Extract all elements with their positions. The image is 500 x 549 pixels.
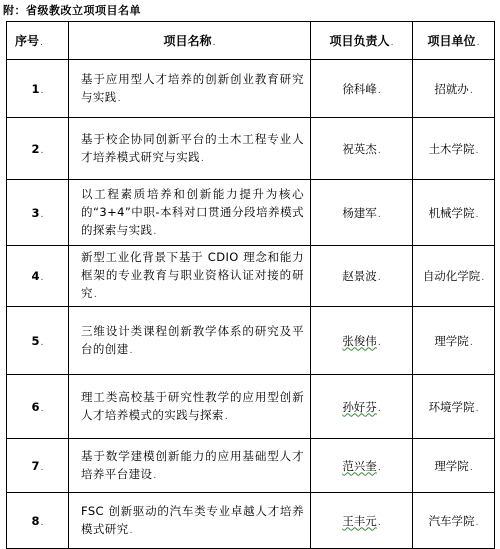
table-header-row bbox=[7, 22, 495, 60]
project-name: 基于应用型人才培养的创新创业教育研究与实践. bbox=[69, 60, 311, 118]
project-name: 以工程素质培养和创新能力提升为核心的“3+4”中职-本科对口贯通分段培养模式的探索与实践. bbox=[69, 180, 311, 246]
project-name: FSC 创新驱动的汽车类专业卓越人才培养模式研究. bbox=[69, 493, 311, 549]
header-unit-label: 项目单位 bbox=[427, 34, 476, 48]
project-leader: 范兴奎. bbox=[311, 439, 413, 493]
header-cell-no: 序号. bbox=[7, 22, 69, 60]
table-row bbox=[7, 246, 495, 307]
table-row bbox=[7, 180, 495, 246]
header-no-label: 序号 bbox=[15, 34, 40, 48]
row-number: 2. bbox=[7, 118, 69, 180]
row-number: 3. bbox=[7, 180, 69, 246]
project-leader: 王丰元. bbox=[311, 493, 413, 549]
project-leader: 杨建军. bbox=[311, 180, 413, 246]
project-name: 理工类高校基于研究性教学的应用型创新人才培养模式的实践与探索. bbox=[69, 375, 311, 439]
row-number: 5. bbox=[7, 307, 69, 375]
project-unit: 汽车学院. bbox=[413, 493, 495, 549]
project-name: 新型工业化背景下基于 CDIO 理念和能力框架的专业教育与职业资格认证对接的研究. bbox=[69, 246, 311, 307]
project-unit: 理学院. bbox=[413, 307, 495, 375]
table-row bbox=[7, 118, 495, 180]
table-row bbox=[7, 375, 495, 439]
row-number: 1. bbox=[7, 60, 69, 118]
project-unit: 招就办. bbox=[413, 60, 495, 118]
list-caption: 附：省级教改立项项目名单 bbox=[3, 4, 141, 17]
row-number: 7. bbox=[7, 439, 69, 493]
header-cell-unit: 项目单位. bbox=[413, 22, 495, 60]
row-number: 8. bbox=[7, 493, 69, 549]
project-name: 基于校企协同创新平台的土木工程专业人才培养模式研究与实践. bbox=[69, 118, 311, 180]
header-cell-lead: 项目负责人. bbox=[311, 22, 413, 60]
header-lead-label: 项目负责人 bbox=[329, 34, 390, 48]
project-table bbox=[6, 21, 495, 549]
project-leader: 赵景波. bbox=[311, 246, 413, 307]
project-leader: 张俊伟. bbox=[311, 307, 413, 375]
header-name-label: 项目名称 bbox=[163, 34, 212, 48]
table-row bbox=[7, 307, 495, 375]
table-row bbox=[7, 493, 495, 549]
project-leader: 徐科峰. bbox=[311, 60, 413, 118]
project-name: 基于数学建模创新能力的应用基础型人才培养平台建设. bbox=[69, 439, 311, 493]
project-unit: 环境学院. bbox=[413, 375, 495, 439]
header-cell-name: 项目名称. bbox=[69, 22, 311, 60]
row-number: 6. bbox=[7, 375, 69, 439]
row-number: 4. bbox=[7, 246, 69, 307]
project-unit: 机械学院. bbox=[413, 180, 495, 246]
project-leader: 孙好芬. bbox=[311, 375, 413, 439]
project-unit: 土木学院. bbox=[413, 118, 495, 180]
table-row bbox=[7, 60, 495, 118]
project-name: 三维设计类课程创新教学体系的研究及平台的创建. bbox=[69, 307, 311, 375]
table-row bbox=[7, 439, 495, 493]
project-unit: 自动化学院. bbox=[413, 246, 495, 307]
project-unit: 理学院. bbox=[413, 439, 495, 493]
project-leader: 祝英杰. bbox=[311, 118, 413, 180]
